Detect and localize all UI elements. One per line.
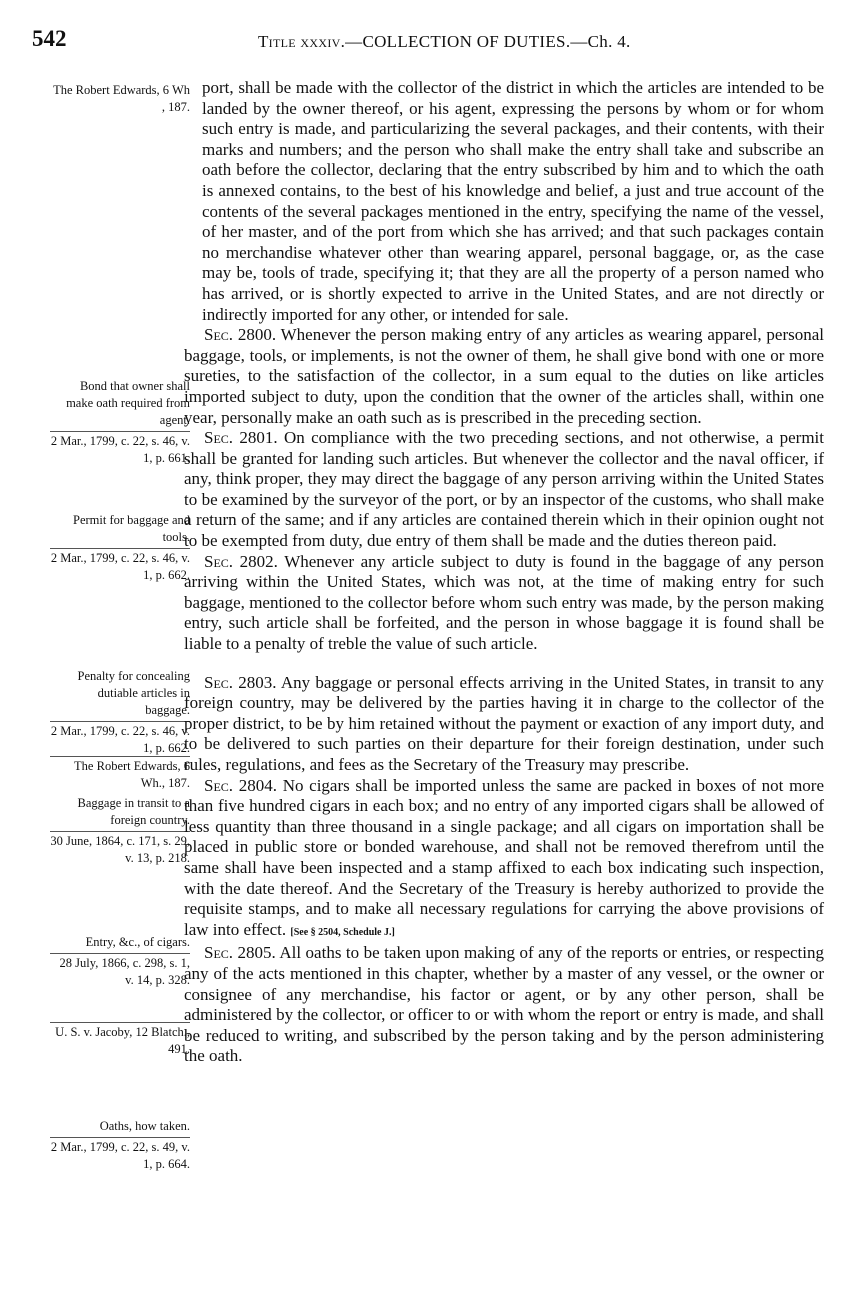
margin-title: Bond that owner shall make oath required from agent. [66, 379, 190, 427]
margin-note-2 [50, 378, 190, 467]
section-label: Sec. 2801. [204, 428, 278, 448]
main-text [184, 78, 824, 1067]
page-number: 542 [32, 26, 67, 51]
margin-title: Permit for baggage and tools. [73, 513, 190, 544]
margin-note-1 [50, 82, 190, 116]
margin-title: Baggage in transit to a foreign country. [77, 796, 190, 827]
margin-title: Oaths, how taken. [99, 1119, 190, 1133]
margin-cite: 30 June, 1864, c. 171, s. 29, v. 13, p. 218. [50, 831, 190, 867]
margin-cite: 28 July, 1866, c. 298, s. 1, v. 14, p. 328. [50, 953, 190, 989]
section-label: Sec. 2800. [204, 325, 277, 345]
section-2802 [184, 552, 824, 655]
margin-note-9 [50, 1118, 190, 1173]
margin-note-7 [50, 934, 190, 989]
section-2804 [184, 776, 824, 944]
cross-reference: [See § 2504, Schedule J.] [290, 926, 395, 938]
title-rest: —COLLECTION OF DUTIES.—Ch. 4. [345, 32, 631, 51]
section-2801 [184, 428, 824, 552]
margin-note-4 [50, 668, 190, 757]
margin-cite: The Robert Edwards, 6 Wh , 187. [53, 83, 190, 114]
section-text: Whenever any article subject to duty is found in the baggage of any person arriving within the United States, which was not, at the time of making entry for such baggage, mentioned to the collector before whom such entry was made, by the person making entry, such article shall be forfeited, and the person in whose baggage it is found shall be liable to a penalty of treble the value of such article. [184, 551, 824, 654]
intro-paragraph: port, shall be made with the collector of the district in which the articles are intended to be landed by the owner thereof, or his agent, expressing the persons by whom or for whom such entry is made, and particularizing the several packages, and their contents, with their marks and numbers; and the person who shall make the entry shall take and subscribe an oath before the collector, declaring that the entry subscribed by him and to which the oath is annexed contains, to the best of his knowledge and belief, a just and true account of the contents of the several packages mentioned in the entry, specifying the name of the vessel, of her master, and of the port from which she has arrived; and that such packages contain no merchandise whatever other than wearing apparel, personal baggage, or, as the case may be, tools of trade, specifying it; that they are all the property of a person named who has arrived, or is shortly expected to arrive in the United States, and are not directly or indirectly imported for any other, or intended for sale. [202, 78, 824, 324]
margin-cite: U. S. v. Jacoby, 12 Blatch., 491. [50, 1022, 190, 1058]
margin-note-5 [50, 754, 190, 792]
section-2800 [184, 325, 824, 428]
margin-cite: 2 Mar., 1799, c. 22, s. 46, v. 1, p. 662. [50, 548, 190, 584]
section-2805 [184, 943, 824, 1067]
title-prefix: Title xxxiv. [258, 32, 346, 51]
section-label: Sec. 2805. [204, 943, 276, 963]
page-header [0, 26, 862, 66]
margin-cite: 2 Mar., 1799, c. 22, s. 46, v. 1, p. 662. [50, 721, 190, 757]
section-text: Any baggage or personal effects arriving in the United States, in transit to any foreign country, may be delivered by the parties having it in charge to the collector of the proper district, to be by him retained without the payment or exaction of any import duty, and to be delivered to such parties on their departure for their foreign destination, under such rules, regulations, and fees as the Secretary of the Treasury may prescribe. [184, 672, 825, 774]
margin-note-3 [50, 512, 190, 584]
section-text: Whenever the person making entry of any articles as wearing apparel, personal baggage, tools, or implements, is not the owner of them, he shall give bond with one or more sureties, to the satisfaction of the collector, in a sum equal to the duties on like articles imported subject to duty, upon the condition that the owner of the articles shall, within one year, personally make an oath such as is prescribed in the preceding section. [184, 325, 824, 427]
section-label: Sec. 2804. [204, 775, 277, 795]
section-text: On compliance with the two preceding sections, and not otherwise, a permit shall be granted for landing such articles. But whenever the collector and the naval officer, if any, think proper, they may direct the baggage of any person arriving within the United States to be examined by the surveyor of the port, or by an inspector of the customs, who shall make a return of the same; and if any articles are contained therein which in their opinion ought not to be exempted from duty, due entry of them shall be made and the duties thereon paid. [184, 428, 824, 551]
margin-note-6 [50, 795, 190, 867]
margin-note-8 [50, 1020, 190, 1058]
section-label: Sec. 2803. [204, 672, 277, 692]
section-label: Sec. 2802. [204, 551, 278, 571]
running-title [258, 32, 631, 52]
margin-cite: 2 Mar., 1799, c. 22, s. 49, v. 1, p. 664. [50, 1137, 190, 1173]
margin-cite: The Robert Edwards, 6 Wh., 187. [50, 756, 190, 792]
section-text: All oaths to be taken upon making of any of the reports or entries, or respecting any of the acts mentioned in this chapter, whether by a master of any vessel, or the owner or consignee of any merchandise, his factor or agent, or by any other person, shall be administered by the collector, or officer to or with whom the report or entry is made, and shall be reduced to writing, and subscribed by the person taking and by the person administering the oath. [184, 943, 824, 1066]
section-text: No cigars shall be imported unless the same are packed in boxes of not more than five hundred cigars in each box; and no entry of any imported cigars shall be allowed of less quantity than three thousand in a single package; and all cigars on importation shall be placed in public store or bonded warehouse, and shall not be removed therefrom until the same shall have been inspected and a stamp affixed to each box indicating such inspection, with the date thereof. And the Secretary of the Treasury is hereby authorized to provide the requisite stamps, and to make all necessary regulations for carrying the above provisions of law into effect. [184, 775, 825, 939]
margin-title: Penalty for concealing dutiable articles in baggage. [77, 669, 190, 717]
margin-title: Entry, &c., of cigars. [85, 935, 190, 949]
margin-cite: 2 Mar., 1799, c. 22, s. 46, v. 1, p. 661. [50, 431, 190, 467]
section-2803 [184, 673, 824, 776]
